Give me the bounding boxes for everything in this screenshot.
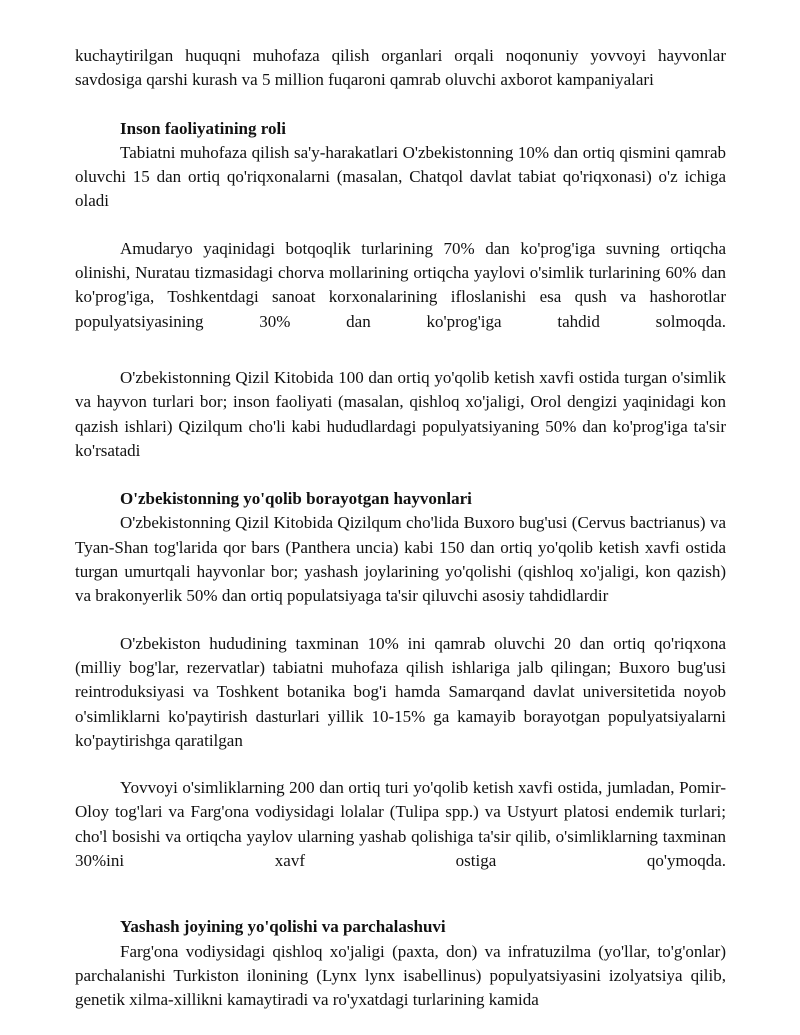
paragraph-endangered-vertebrates: O'zbekistonning Qizil Kitobida Qizilqum cho'lida Buxoro bug'usi (Cervus bactrianus) va Tyan-Shan tog'larida qor bars (Panthera uncia) kabi 150 dan ortiq yo'qolib ketish xavfi ostida turgan umurtqali hayvonlar bor; yashash joylarining yo'qolishi (qishloq xo'jaligi, kon qazish) va brakonyerlik 50% dan ortiq populatsiyaga ta'sir qiluvchi asosiy tahdidlardir <box>75 513 726 606</box>
paragraph-fragmentation: Farg'ona vodiysidagi qishloq xo'jaligi (paxta, don) va infratuzilma (yo'llar, to'g'onlar) parchalanishi Turkiston ilonining (Lynx lynx isabellinus) populyatsiyasini izolyatsiya qilib, genetik xilma-xillikni kamaytiradi va ro'yxatdagi turlarining kamida <box>75 941 726 1010</box>
section-heading-human-activity: Inson faoliyatining roli <box>120 118 286 138</box>
paragraph-red-book: O'zbekistonning Qizil Kitobida 100 dan ortiq yo'qolib ketish xavfi ostida turgan o'simlik va hayvon turlari bor; inson faoliyati (masalan, qishloq xo'jaligi, Orol dengizi yaqinidagi kon qazish ishlari) Qizilqum cho'li kabi hududlardagi populyatsiyaning 50% dan ko'prog'iga ta'sir ko'rsatadi <box>75 367 726 460</box>
section-heading-endangered-animals: O'zbekistonning yo'qolib borayotgan hayvonlari <box>120 489 472 509</box>
paragraph-protected-areas: O'zbekiston hududining taxminan 10% ini qamrab oluvchi 20 dan ortiq qo'riqxona (milliy bog'lar, rezervatlar) tabiatni muhofaza qilish ishlariga jalb qilingan; Buxoro bug'usi reintroduksiyasi va Toshkent botanika bog'i hamda Samarqand davlat universitetida noyob o'simliklarni ko'paytirish dasturlari yillik 10-15% ga kamayib borayotgan populyatsiyalarni ko'paytirishga qaratilgan <box>75 633 726 750</box>
paragraph-conservation-efforts: Tabiatni muhofaza qilish sa'y-harakatlari O'zbekistonning 10% dan ortiq qismini qamrab oluvchi 15 dan ortiq qo'riqxonalarni (masalan, Chatqol davlat tabiat qo'riqxonasi) o'z ichiga oladi <box>75 142 726 211</box>
paragraph-intro-continuation: kuchaytirilgan huquqni muhofaza qilish organlari orqali noqonuniy yovvoyi hayvonlar savdosiga qarshi kurash va 5 million fuqaroni qamrab oluvchi axborot kampaniyalari <box>75 46 726 90</box>
paragraph-threats: Amudaryo yaqinidagi botqoqlik turlarining 70% dan ko'prog'iga suvning ortiqcha olinishi, Nuratau tizmasidagi chorva mollarining ortiqcha yaylovi o'simlik turlarining 60% dan ko'prog'iga, Toshkentdagi sanoat korxonalarining ifloslanishi esa qush va hashorotlar populyatsiyasining 30% dan ko'prog'iga tahdid solmoqda. <box>75 238 726 331</box>
document-page <box>75 44 726 1013</box>
paragraph-wild-plants: Yovvoyi o'simliklarning 200 dan ortiq turi yo'qolib ketish xavfi ostida, jumladan, Pomir-Oloy tog'lari va Farg'ona vodiysidagi lolalar (Tulipa spp.) va Ustyurt platosi endemik turlari; cho'l bosishi va ortiqcha yaylov ularning yashab qolishiga ta'sir qilib, o'simliklarning taxminan 30%ini xavf ostiga qo'ymoqda. <box>75 778 726 871</box>
section-heading-habitat-loss: Yashash joyining yo'qolishi va parchalashuvi <box>120 917 446 937</box>
